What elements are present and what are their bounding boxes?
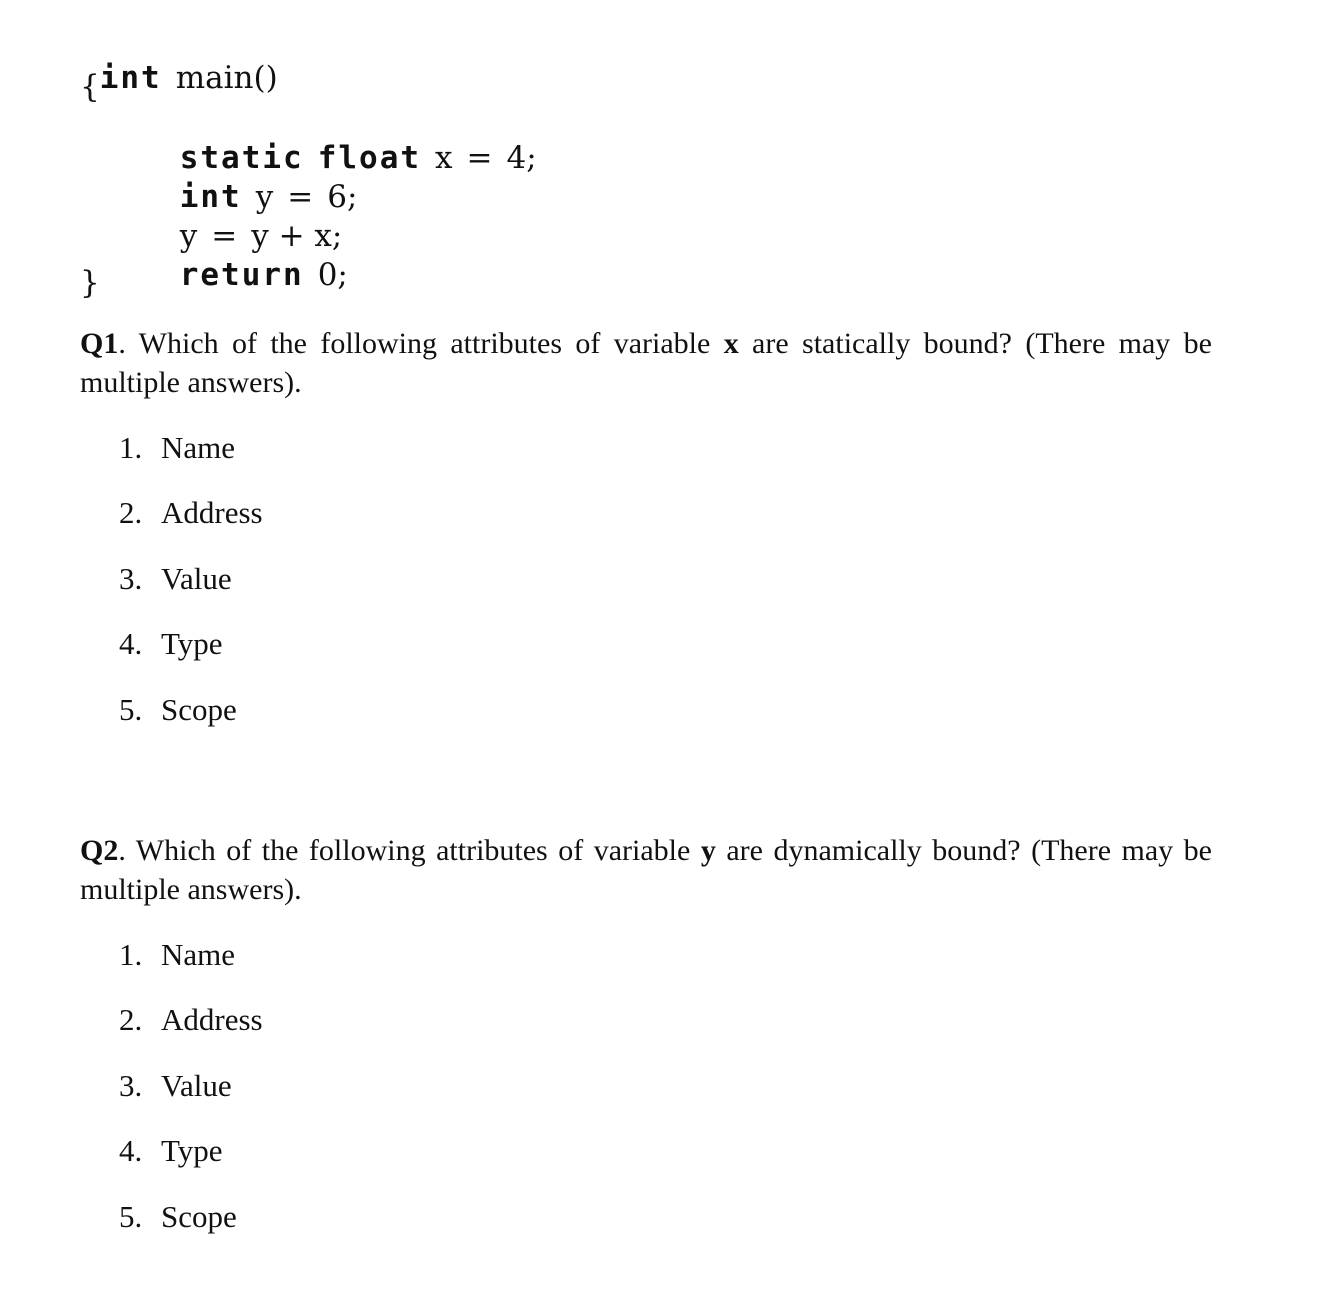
question-1-text-before: . Which of the following attributes of variable [118,327,724,360]
code-line-return [160,229,348,291]
question-2-text-before: . Which of the following attributes of variable [118,834,701,867]
code-line-main [80,32,278,94]
code-return-value: 0; [317,257,348,293]
option-label: Value [161,561,232,596]
keyword-return: return [179,257,304,293]
code-assign-op: = [211,218,238,254]
q1-option-name [119,432,235,463]
q2-option-scope [119,1201,237,1232]
keyword-static: static [179,140,304,176]
code-close-brace: } [80,265,100,301]
code-value: 4; [506,140,537,176]
option-label: Scope [161,692,237,727]
code-value: 6; [327,179,358,215]
code-var-x: x [435,140,453,176]
option-label: Scope [161,1199,237,1234]
option-label: Name [161,937,236,972]
q1-option-scope [119,694,237,725]
option-number: 2. [119,1002,143,1037]
q2-option-name [119,939,235,970]
option-number: 5. [119,692,143,727]
option-number: 5. [119,1199,143,1234]
option-label: Type [161,1133,223,1168]
question-1-label: Q1 [80,327,119,360]
option-number: 3. [119,561,143,596]
keyword-int: int [99,60,162,96]
option-label: Name [161,430,236,465]
q1-option-value [119,563,232,594]
question-2 [80,831,1212,909]
code-var-y: y [255,179,274,215]
option-label: Type [161,626,223,661]
q1-option-address [119,497,263,528]
question-1 [80,324,1212,402]
option-number: 1. [119,937,143,972]
option-number: 3. [119,1068,143,1103]
option-number: 1. [119,430,143,465]
question-1-variable: x [723,327,739,360]
code-main-signature: main() [175,60,278,96]
code-rhs: y + x; [251,218,343,254]
question-2-label: Q2 [80,834,119,867]
q2-option-type [119,1135,223,1166]
keyword-int: int [179,179,242,215]
code-lhs: y [179,218,198,254]
question-2-variable: y [700,834,716,867]
question-1-text-after: are statically bound? (There may be multiple answers). [80,327,1212,399]
q1-option-type [119,628,223,659]
q2-option-address [119,1004,263,1035]
option-number: 2. [119,495,143,530]
option-label: Address [161,495,263,530]
option-number: 4. [119,1133,143,1168]
code-assign-op: = [287,179,314,215]
code-assign-op: = [466,140,493,176]
option-label: Value [161,1068,232,1103]
code-open-brace: { [80,69,100,105]
option-number: 4. [119,626,143,661]
q2-option-value [119,1070,232,1101]
question-2-text-after: are dynamically bound? (There may be multiple answers). [80,834,1212,906]
option-label: Address [161,1002,263,1037]
keyword-float: float [317,140,422,176]
